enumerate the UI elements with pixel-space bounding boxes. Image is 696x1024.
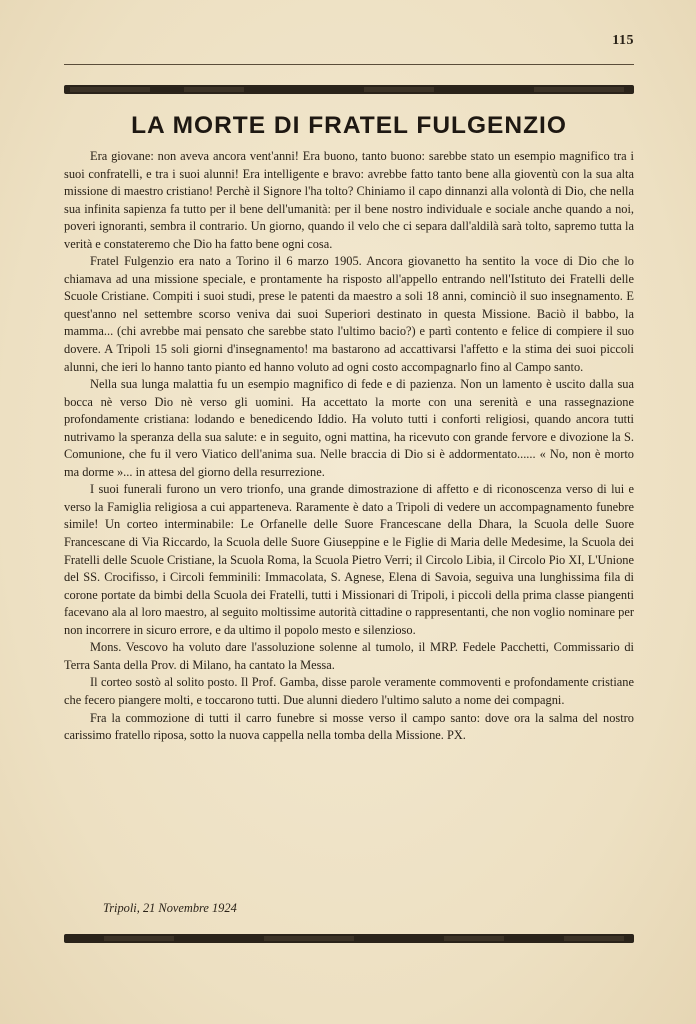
paragraph: Il corteo sostò al solito posto. Il Prof. Gamba, disse parole veramente commoventi e profondamente cristiane che fecero piangere molti, e toccarono tutti. Due alunni diedero l'ultimo saluto a nome dei compagni. [64, 675, 634, 707]
bar-segment [70, 87, 150, 92]
paragraph: I suoi funerali furono un vero trionfo, una grande dimostrazione di affetto e di riconoscenza verso di lui e verso la Famiglia religiosa a cui apparteneva. Raramente è dato a Tripoli di vedere un accompagnamento funebre simile! Un corteo interminabile: Le Orfanelle delle Suore Francescane della Dhara, la Scuola delle Suore Francescane di Via Riccardo, la Scuola delle Suore Giuseppine e le Figlie di Maria delle Medesime, la Scuola dei Fratelli delle Scuole Cristiane, la Scuola Roma, la Scuola Pietro Verri; il Circolo Libia, il Circolo Pio XI, L'Unione del SS. Crocifisso, i Circoli femminili: Immacolata, S. Agnese, Elena di Savoia, seguiva una lunghissima fila di corone portate da bimbi della Scuola dei Fratelli, tutti i Missionari di Tripoli, i piccoli della prima classe piangenti facevano ala al loro maestro, al seguito moltissime autorità cittadine o rappresentanti, che non voglio nominare per non incorrere in sicuro errore, e da ultimo il popolo mesto e silenzioso. [64, 482, 634, 637]
paragraph: Era giovane: non aveva ancora vent'anni! Era buono, tanto buono: sarebbe stato un esempio magnifico tra i suoi confratelli, e tra i suoi alunni! Era intelligente e bravo: avrebbe fatto tanto bene alla gioventù con la sua alta missione di maestro cristiano! Perchè il Signore l'ha tolto? Chiniamo il capo dinnanzi alla volontà di Dio, che nella sua infinita sapienza fa tutto per il bene dell'umanità: per il bene nostro individuale e sociale anche quando a noi, poveri ignoranti, sembra il contrario. Un giorno, quando il velo che ci separa dall'aldilà sarà tolto, sapremo tutta la verità e constateremo che Dio ha fatto bene ogni cosa. [64, 149, 634, 251]
signature-line: Tripoli, 21 Novembre 1924 [103, 901, 237, 915]
top-decorative-bar [64, 85, 634, 94]
article-body [64, 148, 634, 745]
paragraph: Mons. Vescovo ha voluto dare l'assoluzione solenne al tumolo, il MRP. Fedele Pacchetti, Commissario di Terra Santa della Prov. di Milano, ha cantato la Messa. [64, 640, 634, 672]
page-number: 115 [612, 33, 634, 48]
bar-segment [444, 936, 504, 941]
bottom-decorative-bar [64, 934, 634, 943]
bar-segment [104, 936, 174, 941]
bar-segment [184, 87, 244, 92]
header-rule [64, 64, 634, 65]
bar-segment [534, 87, 624, 92]
paragraph: Nella sua lunga malattia fu un esempio magnifico di fede e di pazienza. Non un lamento è uscito dalla sua bocca nè verso Dio nè verso gli uomini. Ha accettato la morte con una serenità e una rassegnazione profondamente cristiana: lodando e benedicendo Iddio. Ha voluto tutti i conforti religiosi, quando ancora tutti nutrivamo la speranza della sua salute: e in seguito, ogni mattina, ha ricevuto con grande fervore e divozione la S. Comunione, che fu il vero Viatico dell'anima sua. Nelle braccia di Dio si è addormentato...... « No, non è morto ma dorme »... in attesa del giorno della resurrezione. [64, 377, 634, 479]
bar-segment [264, 936, 354, 941]
paragraph: Fra la commozione di tutti il carro funebre si mosse verso il campo santo: dove ora la salma del nostro carissimo fratello riposa, sotto la nuova cappella nella tomba della Missione. PX. [64, 710, 634, 743]
paragraph: Fratel Fulgenzio era nato a Torino il 6 marzo 1905. Ancora giovanetto ha sentito la voce di Dio che lo chiamava ad una missione speciale, e prontamente ha risposto all'appello entrando nell'Istituto dei Fratelli delle Scuole Cristiane. Compiti i suoi studi, prese le patenti da maestro a soli 18 anni, cominciò il suo insegnamento. E quest'anno nel settembre scorso veniva dai suoi Superiori destinato in questa Missione. Baciò il babbo, la mamma... (chi avrebbe mai pensato che sarebbe stato l'ultimo bacio?) e partì contento e felice di compiere il suo dovere. A Tripoli 15 soli giorni d'insegnamento! ma bastarono ad accattivarsi l'affetto e la stima dei suoi piccoli alunni, che ieri lo hanno tanto pianto ed hanno voluto ad ogni costo accompagnarlo fino al Campo santo. [64, 254, 634, 374]
bar-segment [364, 87, 434, 92]
article-title: LA MORTE DI FRATEL FULGENZIO [131, 112, 567, 139]
bar-segment [564, 936, 624, 941]
